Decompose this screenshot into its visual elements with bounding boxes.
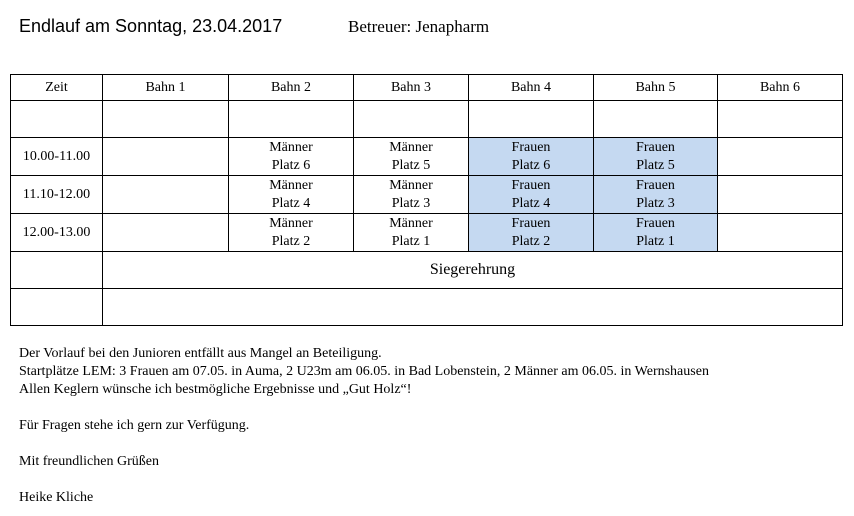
table-cell [594,101,718,138]
table-cell [11,101,103,138]
signature-name: Heike Kliche [19,490,94,505]
column-header-bahn-4: Bahn 4 [469,75,594,101]
table-cell [103,176,229,214]
empty-row [11,101,843,138]
table-cell [718,214,843,252]
table-cell: Männer Platz 4 [229,176,354,214]
table-cell [11,289,103,326]
note-questions: Für Fragen stehe ich gern zur Verfügung. [19,418,250,433]
column-header-time: Zeit [11,75,103,101]
table-cell: Männer Platz 5 [354,138,469,176]
note-start-places: Startplätze LEM: 3 Frauen am 07.05. in Auma, 2 U23m am 06.05. in Bad Lobenstein, 2 Männer am 06.05. in Wernshausen [19,364,709,379]
table-cell [718,101,843,138]
column-header-bahn-2: Bahn 2 [229,75,354,101]
table-header-row [11,75,843,101]
table-row [11,214,843,252]
table-cell: Männer Platz 3 [354,176,469,214]
ceremony-row [11,252,843,289]
table-cell: Männer Platz 1 [354,214,469,252]
table-cell [103,101,229,138]
women-cell: Frauen Platz 4 [469,176,594,214]
supervisor-label: Betreuer: Jenapharm [348,17,490,36]
note-juniors: Der Vorlauf bei den Junioren entfällt aus Mangel an Beteiligung. [19,346,382,361]
time-cell: 10.00-11.00 [11,138,103,176]
column-header-bahn-5: Bahn 5 [594,75,718,101]
table-cell [11,252,103,289]
column-header-bahn-6: Bahn 6 [718,75,843,101]
table-cell [354,101,469,138]
table-cell [718,138,843,176]
women-cell: Frauen Platz 5 [594,138,718,176]
table-cell [103,289,843,326]
women-cell: Frauen Platz 2 [469,214,594,252]
column-header-bahn-3: Bahn 3 [354,75,469,101]
schedule-table [10,74,843,326]
table-row [11,138,843,176]
table-cell: Männer Platz 2 [229,214,354,252]
document-title: Endlauf am Sonntag, 23.04.2017 [19,16,283,36]
women-cell: Frauen Platz 1 [594,214,718,252]
note-wishes: Allen Keglern wünsche ich bestmögliche Ergebnisse und „Gut Holz“! [19,382,412,397]
table-cell [718,176,843,214]
closing-greeting: Mit freundlichen Grüßen [19,454,159,469]
empty-row [11,289,843,326]
time-cell: 12.00-13.00 [11,214,103,252]
time-cell: 11.10-12.00 [11,176,103,214]
table-cell [469,101,594,138]
table-row [11,176,843,214]
ceremony-cell: Siegerehrung [103,252,843,289]
table-cell [229,101,354,138]
table-cell [103,138,229,176]
women-cell: Frauen Platz 6 [469,138,594,176]
notes-section [19,345,709,507]
women-cell: Frauen Platz 3 [594,176,718,214]
table-cell: Männer Platz 6 [229,138,354,176]
table-cell [103,214,229,252]
column-header-bahn-1: Bahn 1 [103,75,229,101]
